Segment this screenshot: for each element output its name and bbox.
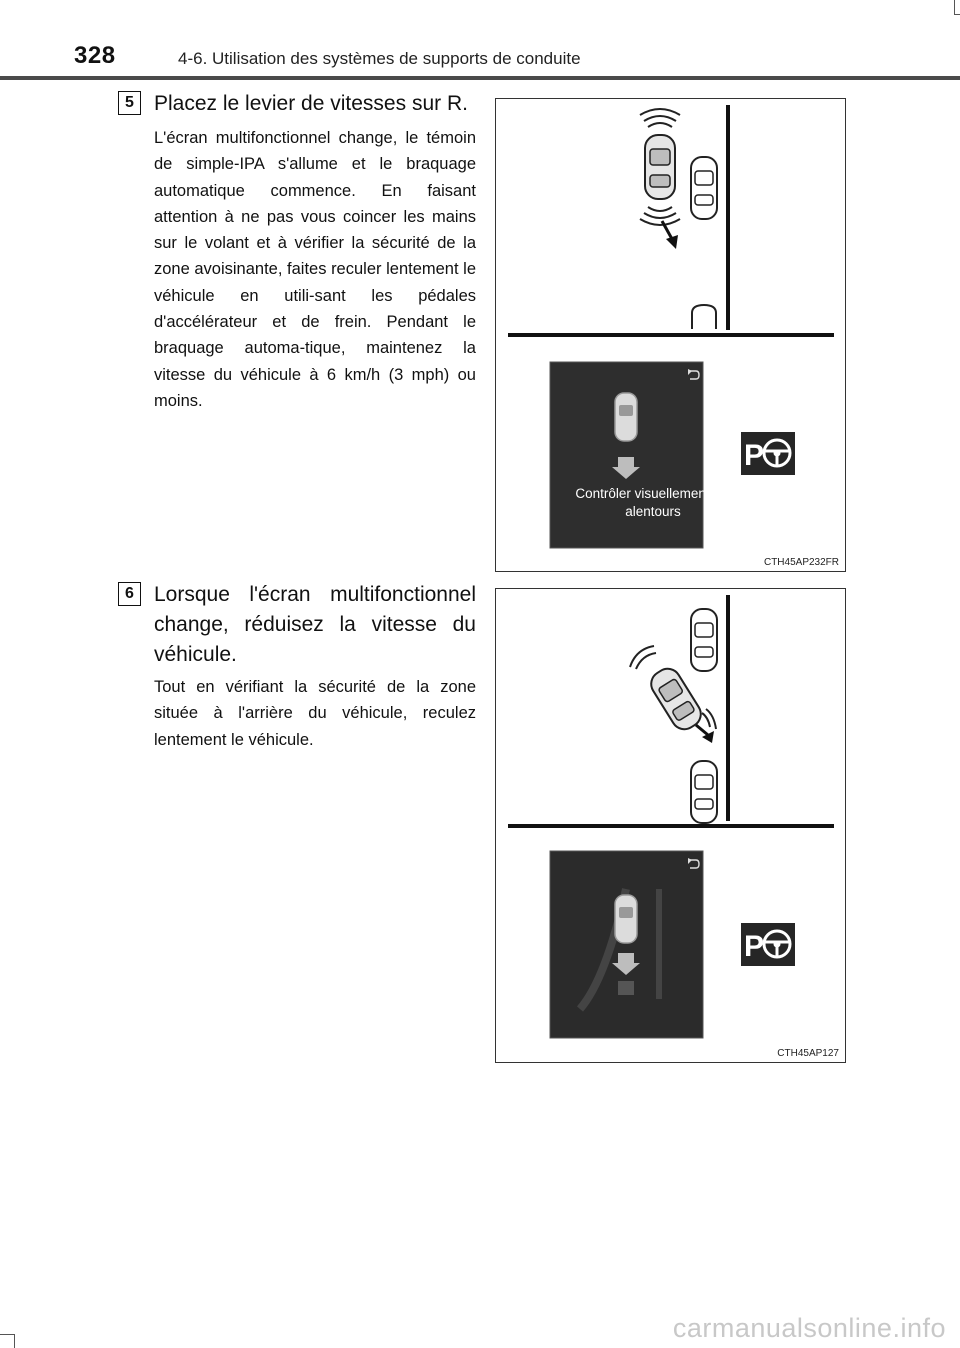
crop-mark	[0, 1334, 14, 1335]
simple-ipa-indicator-icon	[741, 923, 795, 966]
indicator-letter: P	[744, 930, 765, 963]
simple-ipa-indicator-icon	[741, 432, 795, 475]
figure-code: CTH45AP232FR	[763, 557, 839, 568]
own-vehicle-icon	[645, 135, 675, 199]
multifunction-display	[550, 851, 703, 1038]
step-5-figure	[495, 98, 846, 572]
parked-car-icon	[691, 609, 717, 671]
watermark: carmanualsonline.info	[672, 1313, 946, 1343]
crop-mark	[14, 1334, 15, 1348]
header-divider	[0, 76, 960, 80]
step-6-heading: Lorsque l'écran multifonctionnel change, réduisez la vitesse du véhicule.	[154, 583, 476, 666]
reverse-arrow-icon	[662, 221, 678, 249]
parking-diagram-reversing	[496, 589, 845, 1062]
screen-message: Contrôler visuellement les alentours	[575, 486, 731, 519]
step-5-heading: Placez le levier de vitesses sur R.	[154, 92, 468, 115]
reverse-arrow-icon	[696, 725, 714, 743]
figure-code: CTH45AP127	[777, 1048, 839, 1059]
step-6-figure	[495, 588, 846, 1063]
indicator-letter: P	[744, 439, 765, 472]
crop-mark	[954, 14, 960, 15]
parked-car-icon	[691, 157, 717, 219]
section-title: 4-6. Utilisation des systèmes de supports de conduite	[178, 49, 581, 68]
parked-car-icon	[691, 761, 717, 823]
step-6-body: Tout en vérifiant la sécurité de la zone située à l'arrière du véhicule, reculez lentement le véhicule.	[154, 678, 476, 749]
own-vehicle-icon	[646, 664, 705, 734]
step-5-badge: 5	[118, 91, 141, 115]
step-5-body: L'écran multifonctionnel change, le témoin de simple-IPA s'allume et le braquage automatique commence. En faisant attention à ne pas vous coincer les mains sur le volant et à vérifier la sécurité de la zone avoisinante, faites reculer lentement le véhicule en utili-sant les pédales d'accélérateur et de frein. Pendant le braquage automa-tique, maintenez la vitesse du véhicule à 6 km/h (3 mph) ou moins.	[154, 129, 476, 410]
crop-mark	[954, 0, 955, 14]
page-number: 328	[74, 42, 116, 69]
step-6-badge: 6	[118, 582, 141, 606]
